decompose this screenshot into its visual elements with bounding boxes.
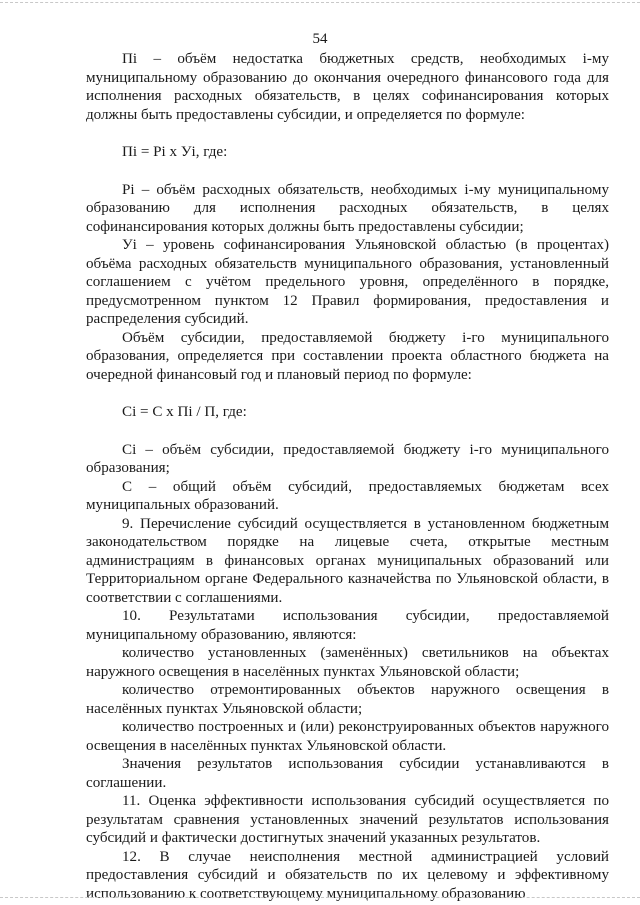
paragraph-expenditure-definition: Рi – объём расходных обязательств, необходимых i-му муниципальному образованию для исполнения расходных обязательств, в целях софинансирования которых должны быть предоставлены субсидии; [86, 181, 609, 235]
paragraph-result-repaired: количество отремонтированных объектов наружного освещения в населённых пунктах Ульяновской области; [86, 682, 609, 717]
paragraph-result-values: Значения результатов использования субсидии устанавливаются в соглашении. [86, 756, 609, 791]
paragraph-item-9: 9. Перечисление субсидий осуществляется в установленном бюджетным законодательством порядке на лицевые счета, открытые местным администрациям в финансовых органах муниципальных образований или Территориальном органе Федерального казначейства по Ульяновской области, в соответствии с соглашениями. [86, 515, 609, 606]
page-number: 54 [312, 31, 328, 47]
scan-edge-top [0, 2, 640, 4]
paragraph-subsidy-volume: Объём субсидии, предоставляемой бюджету i-го муниципального образования, определяется при составлении проекта областного бюджета на очередной финансовый год и плановый период по формуле: [86, 329, 609, 383]
formula-deficit: Пi = Рi х Уi, где: [122, 144, 228, 160]
paragraph-total-subsidies: С – общий объём субсидий, предоставляемых бюджетам всех муниципальных образований. [86, 478, 609, 513]
paragraph-deficit-definition: Пi – объём недостатка бюджетных средств, необходимых i-му муниципальному образованию до окончания очередного финансового года для исполнения расходных обязательств, в целях софинансирования которых должны быть предоставлены субсидии, и определяется по формуле: [86, 51, 609, 123]
paragraph-item-11: 11. Оценка эффективности использования субсидий осуществляется по результатам сравнения установленных значений результатов использования субсидий и фактически достигнутых значений указанных результатов. [86, 793, 609, 846]
document-body [86, 50, 609, 903]
paragraph-item-12: 12. В случае неисполнения местной администрацией условий предоставления субсидий и обязательств по их целевому и эффективному использованию к соответствующему муниципальному образованию [86, 848, 609, 902]
paragraph-cofinancing-level: Уi – уровень софинансирования Ульяновской областью (в процентах) объёма расходных обязательств муниципального образования, установленный соглашением с учётом предельного уровня, определённого в порядке, предусмотренном пунктом 12 Правил формирования, предоставления и распределения субсидий. [86, 237, 609, 327]
paragraph-result-lamps: количество установленных (заменённых) светильников на объектах наружного освещения в населённых пунктах Ульяновской области; [86, 645, 609, 680]
paragraph-result-built: количество построенных и (или) реконструированных объектов наружного освещения в населённых пунктах Ульяновской области. [86, 719, 609, 754]
formula-subsidy: Сi = С х Пi / П, где: [122, 404, 247, 420]
paragraph-subsidy-definition: Сi – объём субсидии, предоставляемой бюджету i-го муниципального образования; [86, 441, 609, 476]
paragraph-item-10: 10. Результатами использования субсидии, предоставляемой муниципальному образованию, являются: [86, 608, 609, 643]
scan-edge-bottom [0, 897, 640, 899]
